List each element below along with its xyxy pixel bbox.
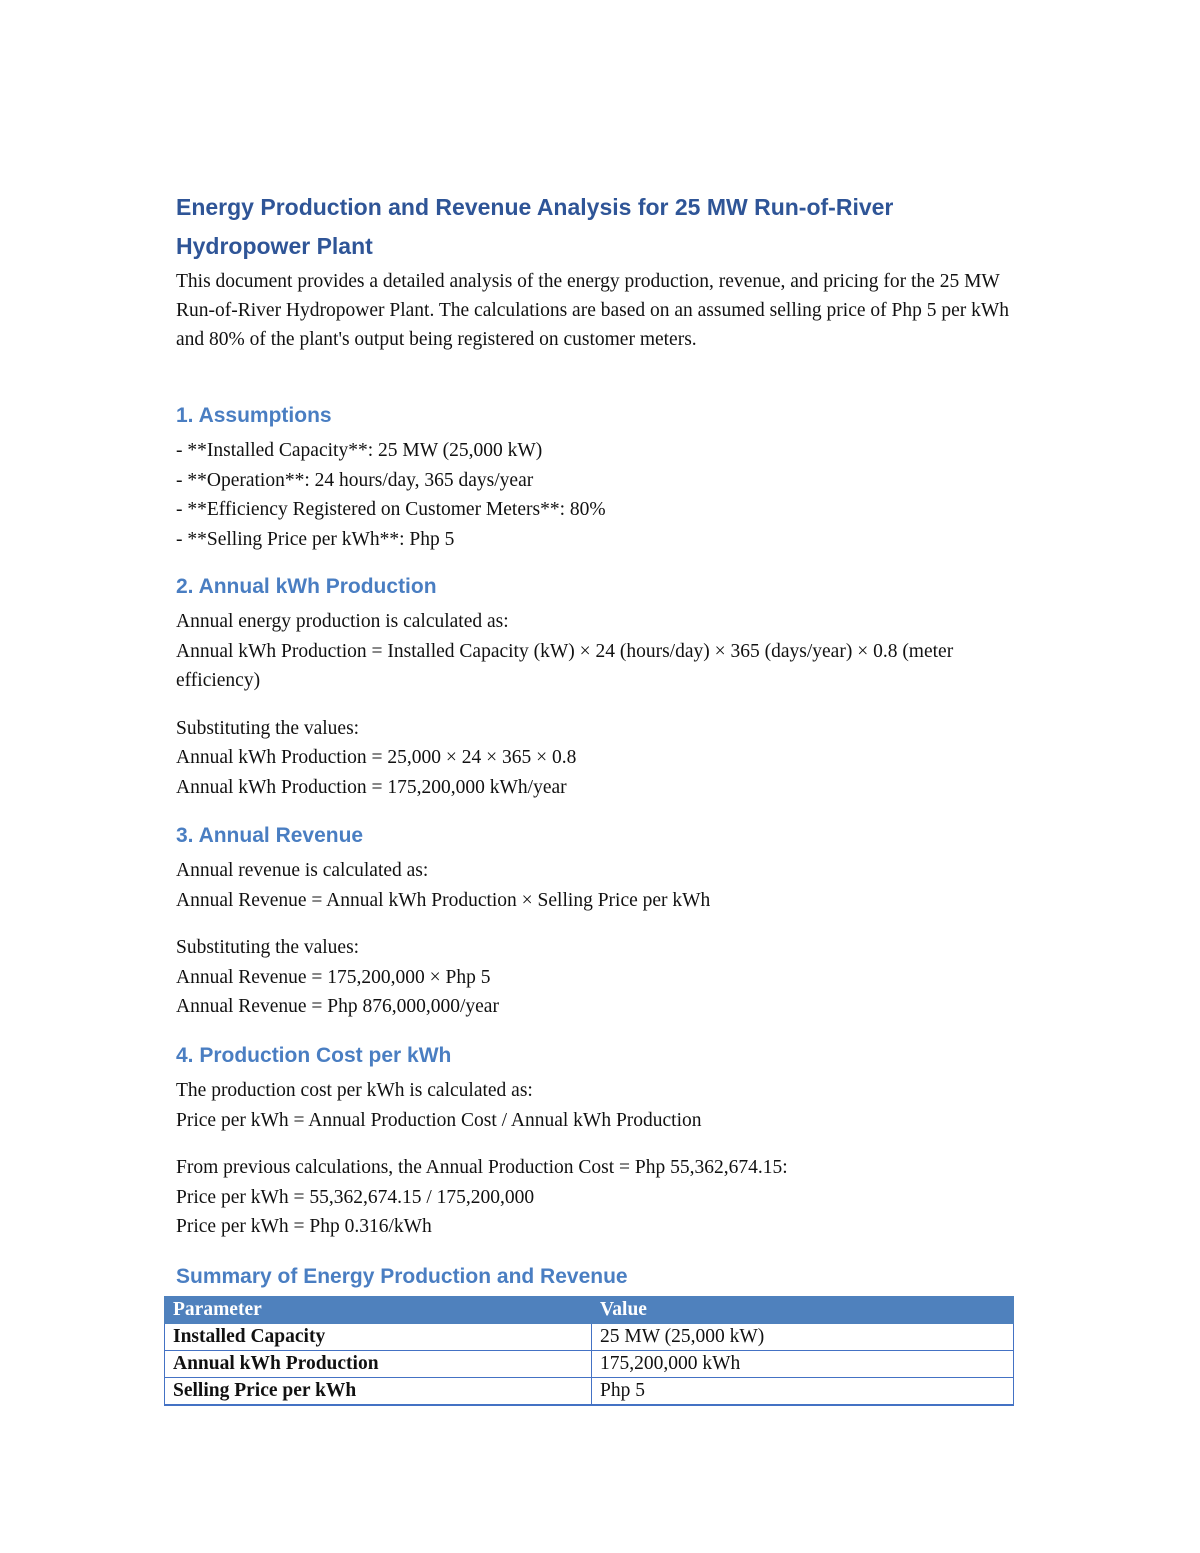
- revenue-formula: Annual Revenue = Annual kWh Production × Selling Price per kWh: [176, 889, 711, 911]
- document-title: Energy Production and Revenue Analysis for 25 MW Run-of-River Hydropower Plant: [176, 194, 894, 259]
- table-cell-value: Php 5: [592, 1378, 1014, 1406]
- cost-heading: 4. Production Cost per kWh: [176, 1044, 452, 1067]
- table-row: [165, 1378, 1014, 1406]
- table-row: [165, 1351, 1014, 1378]
- document-page: [173, 188, 1026, 1401]
- intro-paragraph: This document provides a detailed analysis of the energy production, revenue, and pricing for the 25 MW Run-of-River Hydropower Plant. The calculations are based on an assumed selling price of Php 5 per kWh and 80% of the plant's output being registered on customer meters.: [176, 271, 1010, 350]
- column-header-parameter: Parameter: [165, 1297, 592, 1324]
- cost-formula: Price per kWh = Annual Production Cost / Annual kWh Production: [176, 1109, 702, 1131]
- production-text: Substituting the values:: [176, 717, 360, 739]
- table-cell-parameter: Selling Price per kWh: [165, 1378, 592, 1406]
- summary-heading: Summary of Energy Production and Revenue: [176, 1265, 628, 1288]
- production-formula: Annual kWh Production = 25,000 × 24 × 365 × 0.8: [176, 747, 577, 768]
- assumption-item: - **Selling Price per kWh**: Php 5: [176, 528, 455, 550]
- revenue-text: Substituting the values:: [176, 937, 360, 958]
- cost-result: Price per kWh = Php 0.316/kWh: [176, 1216, 432, 1237]
- revenue-result: Annual Revenue = Php 876,000,000/year: [176, 996, 499, 1017]
- assumptions-heading: 1. Assumptions: [176, 404, 332, 427]
- section-revenue: [176, 822, 1026, 1022]
- section-assumptions: [176, 402, 1026, 554]
- assumption-item: - **Efficiency Registered on Customer Meters**: 80%: [176, 499, 606, 520]
- cost-text: The production cost per kWh is calculated as:: [176, 1080, 533, 1101]
- section-production: [176, 573, 1026, 802]
- production-result: Annual kWh Production = 175,200,000 kWh/year: [176, 776, 567, 798]
- table-header-row: [165, 1297, 1014, 1324]
- assumption-item: - **Operation**: 24 hours/day, 365 days/year: [176, 469, 534, 491]
- section-cost: [176, 1042, 1026, 1242]
- revenue-text: Annual revenue is calculated as:: [176, 860, 429, 881]
- assumption-item: - **Installed Capacity**: 25 MW (25,000 kW): [176, 440, 543, 461]
- column-header-value: Value: [592, 1297, 1014, 1324]
- production-text: Annual energy production is calculated as:: [176, 611, 509, 632]
- table-cell-value: 25 MW (25,000 kW): [592, 1324, 1014, 1351]
- production-heading: 2. Annual kWh Production: [176, 575, 437, 598]
- section-summary: [176, 1263, 1026, 1291]
- table-cell-parameter: Installed Capacity: [165, 1324, 592, 1351]
- table-row: [165, 1324, 1014, 1351]
- table-cell-parameter: Annual kWh Production: [165, 1351, 592, 1378]
- production-formula: Annual kWh Production = Installed Capacity (kW) × 24 (hours/day) × 365 (days/year) × 0.8 (meter efficiency): [176, 640, 954, 691]
- table-cell-value: 175,200,000 kWh: [592, 1351, 1014, 1378]
- revenue-formula: Annual Revenue = 175,200,000 × Php 5: [176, 966, 491, 988]
- summary-table: [164, 1296, 1014, 1406]
- cost-text: From previous calculations, the Annual Production Cost = Php 55,362,674.15:: [176, 1157, 788, 1178]
- cost-formula: Price per kWh = 55,362,674.15 / 175,200,000: [176, 1186, 535, 1208]
- revenue-heading: 3. Annual Revenue: [176, 824, 364, 847]
